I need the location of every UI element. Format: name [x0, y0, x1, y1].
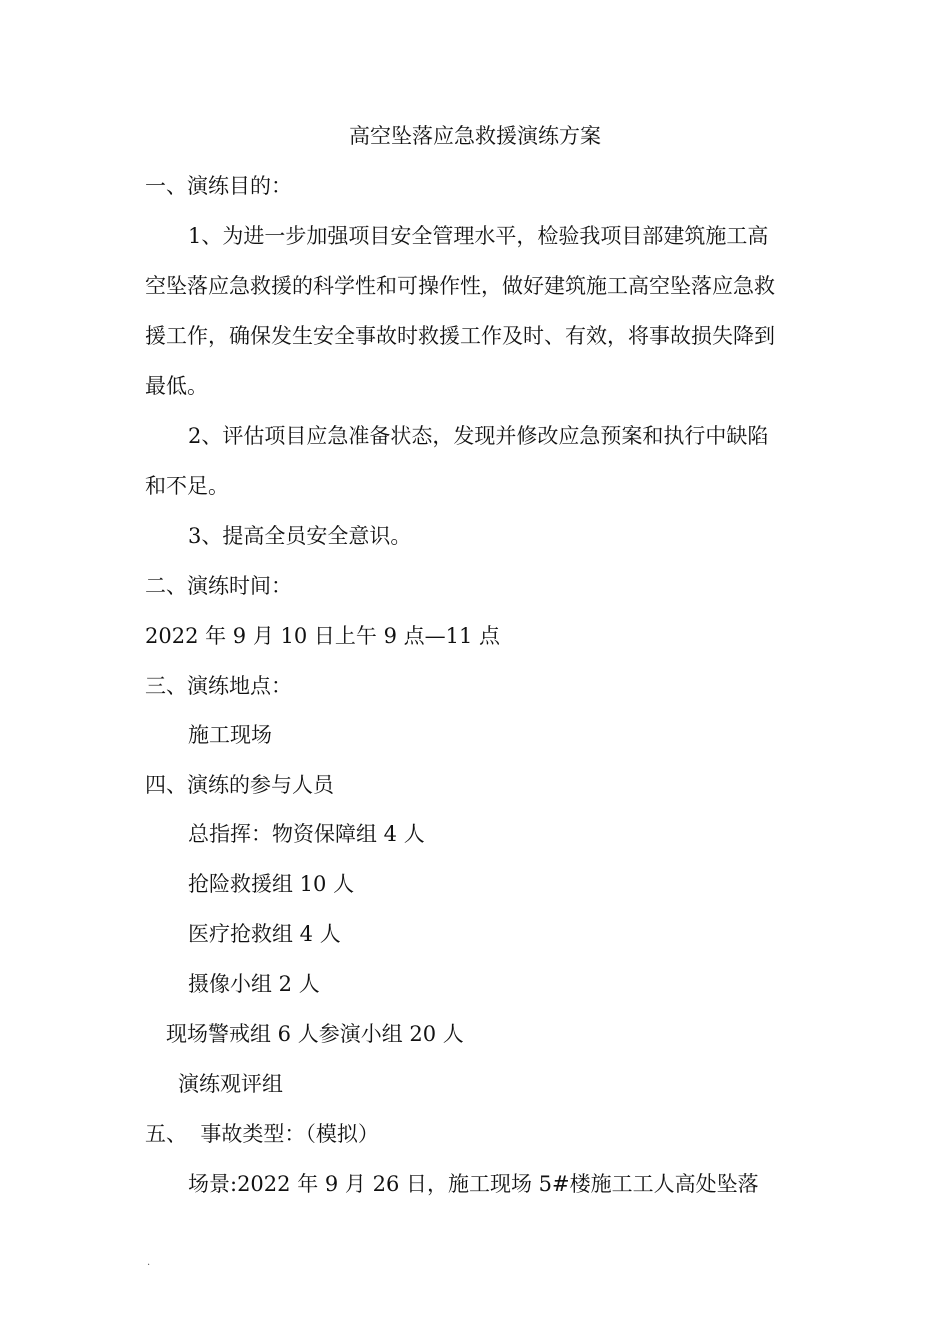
section-4-item: 总指挥：物资保障组 4 人: [188, 822, 425, 846]
section-4-item: 现场警戒组 6 人参演小组 20 人: [166, 1022, 464, 1046]
section-1-item-1-line-1: 1、为进一步加强项目安全管理水平，检验我项目部建筑施工高: [188, 224, 769, 248]
document-title: 高空坠落应急救援演练方案: [349, 124, 601, 148]
section-1-heading: 一、演练目的：: [145, 174, 292, 198]
section-1-item-1-line-2: 空坠落应急救援的科学性和可操作性，做好建筑施工高空坠落应急救: [145, 274, 775, 298]
section-1-item-3: 3、提高全员安全意识。: [188, 524, 412, 548]
section-1-item-1-line-3: 援工作，确保发生安全事故时救援工作及时、有效，将事故损失降到: [145, 324, 775, 348]
section-1-item-1-line-4: 最低。: [145, 374, 208, 398]
section-3-content: 施工现场: [188, 723, 272, 747]
section-4-heading: 四、演练的参与人员: [145, 773, 334, 797]
section-4-item: 医疗抢救组 4 人: [188, 922, 341, 946]
footer-mark: .: [147, 1257, 151, 1268]
section-2-heading: 二、演练时间：: [145, 574, 292, 598]
section-4-item: 摄像小组 2 人: [188, 972, 320, 996]
section-4-item: 演练观评组: [178, 1072, 283, 1096]
section-1-item-2-line-1: 2、评估项目应急准备状态，发现并修改应急预案和执行中缺陷: [188, 424, 769, 448]
section-1-item-2-line-2: 和不足。: [145, 474, 229, 498]
section-4-item: 抢险救援组 10 人: [188, 872, 355, 896]
section-5-scene: 场景:2022 年 9 月 26 日，施工现场 5#楼施工工人高处坠落: [188, 1172, 759, 1196]
section-2-content: 2022 年 9 月 10 日上午 9 点—11 点: [145, 624, 501, 648]
section-3-heading: 三、演练地点：: [145, 674, 292, 698]
section-5-heading: 五、 事故类型：（模拟）: [145, 1122, 379, 1146]
